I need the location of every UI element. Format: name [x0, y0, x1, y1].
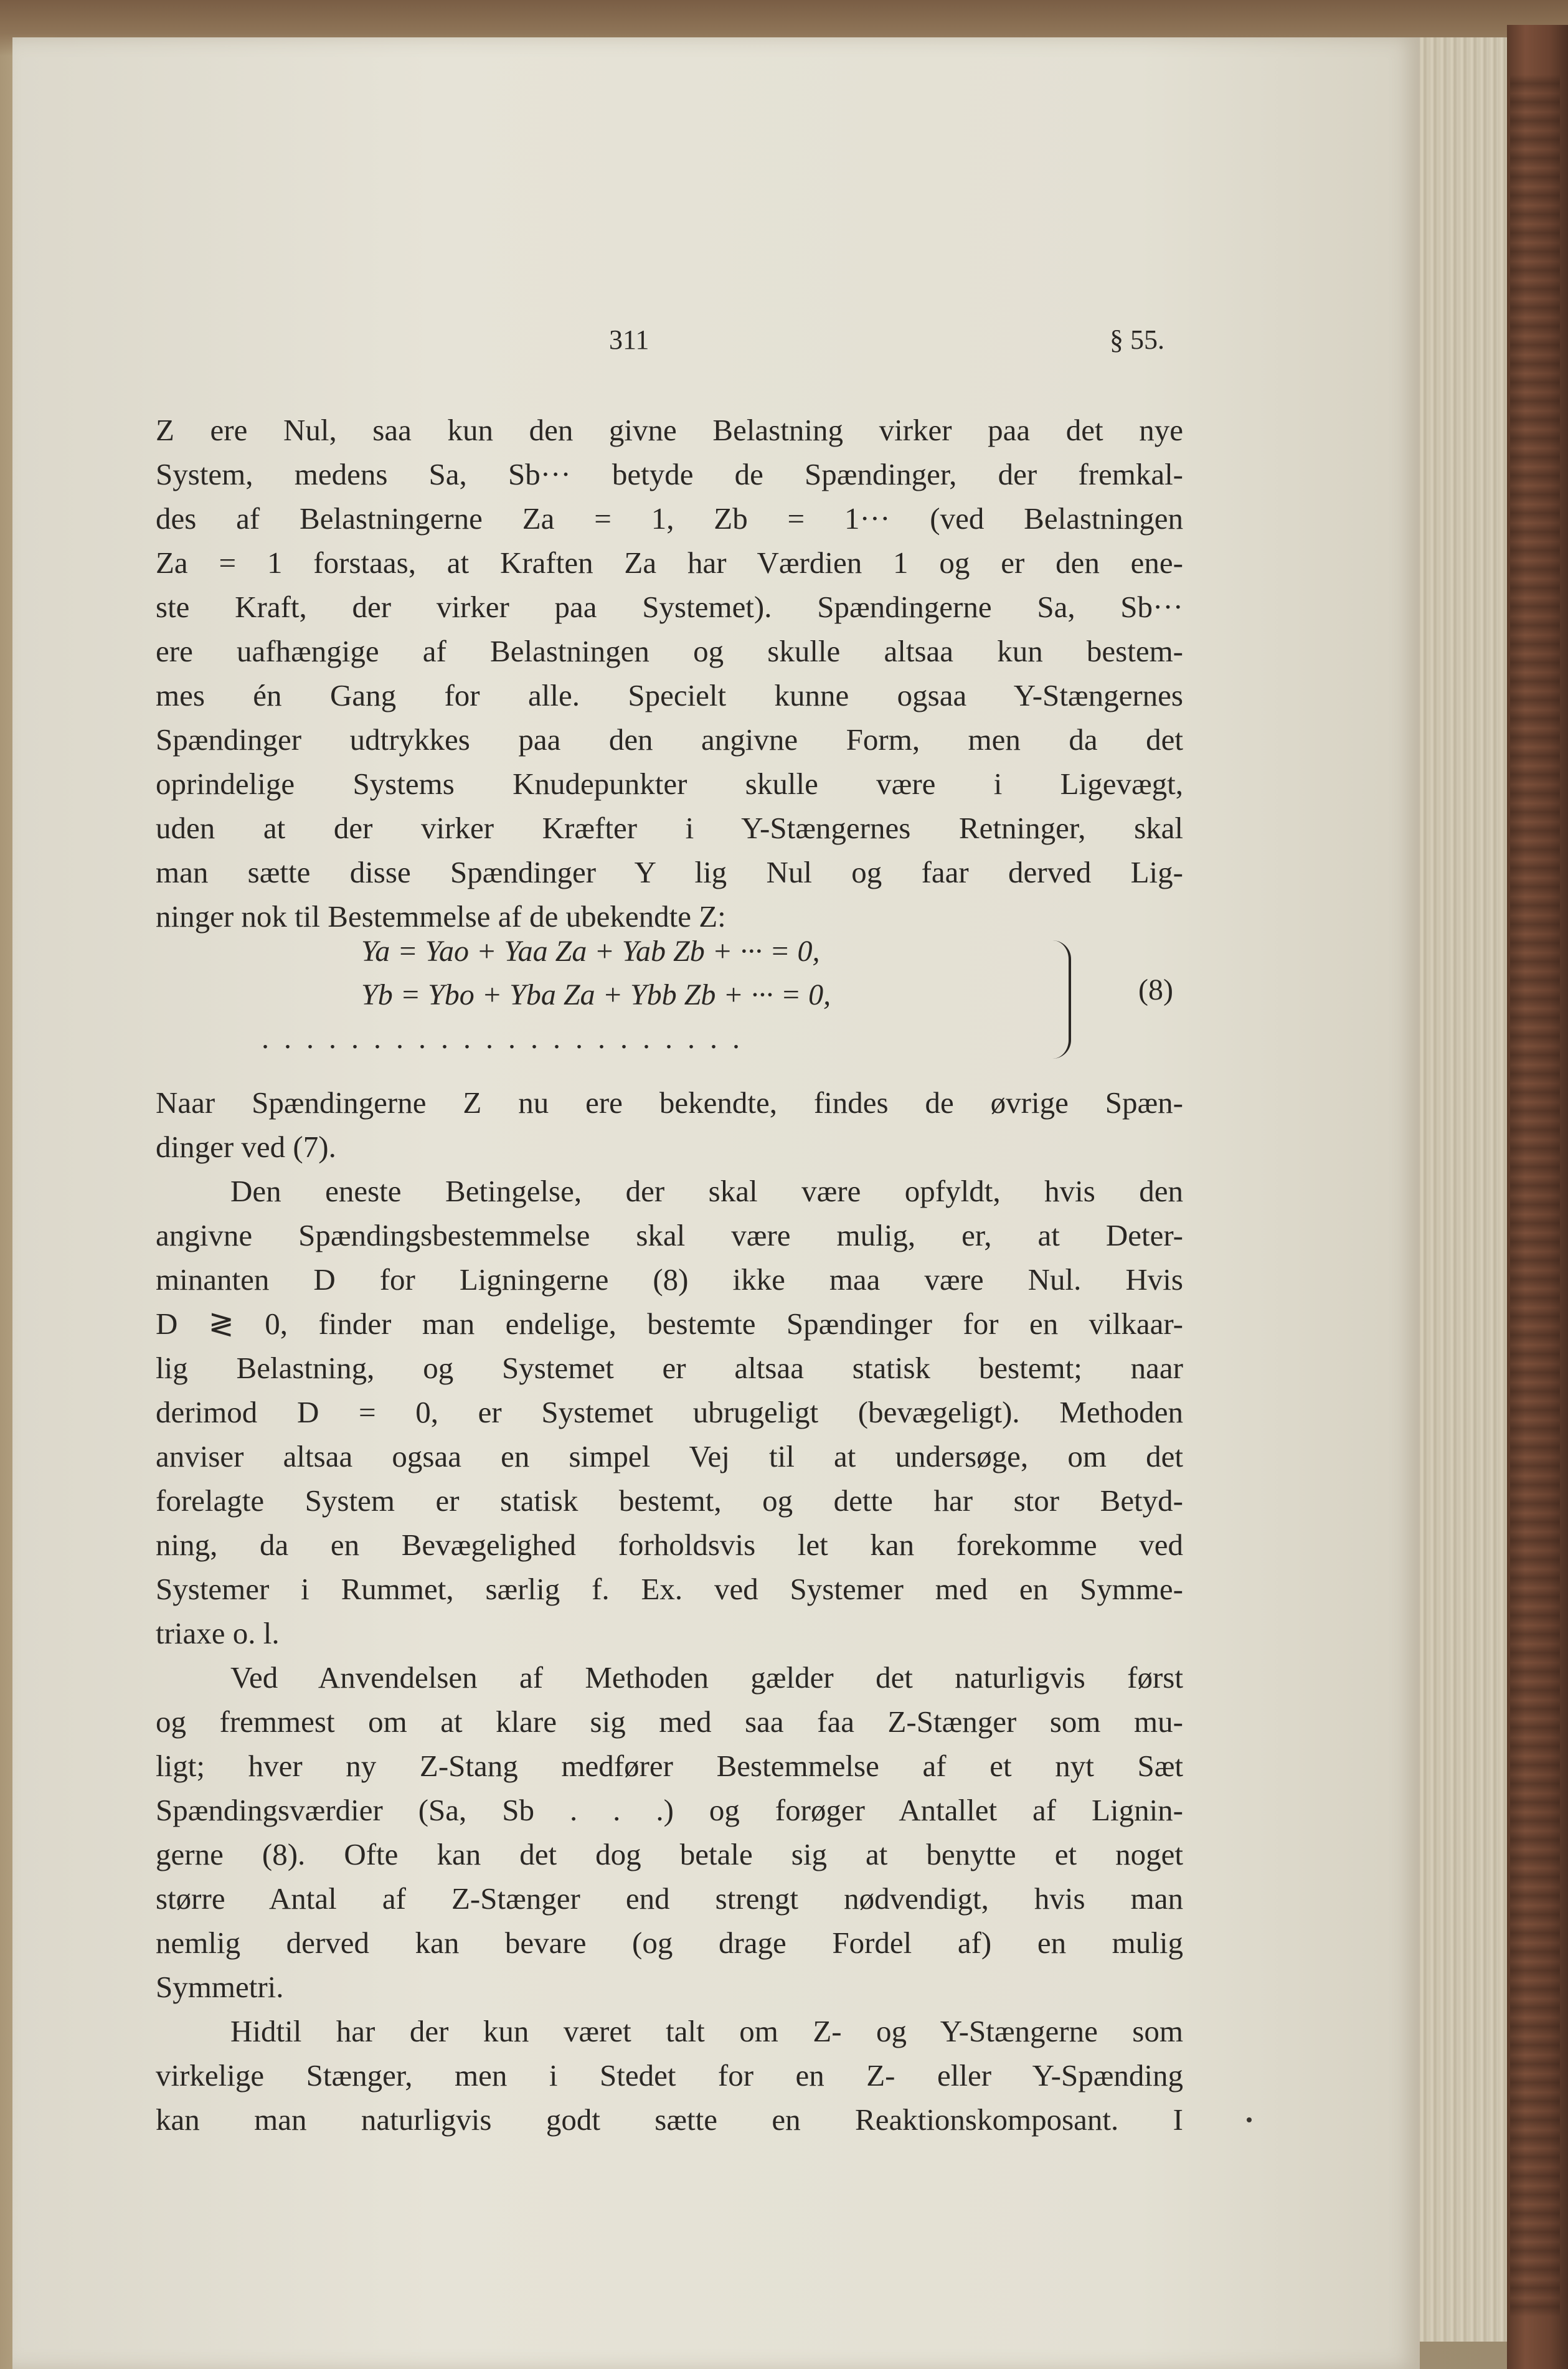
text-line: ste Kraft, der virker paa Systemet). Spændingerne Sa, Sb··· — [156, 590, 1183, 624]
text-line: angivne Spændingsbestemmelse skal være mulig, er, at Deter- — [156, 1218, 1183, 1252]
text-block — [156, 324, 1183, 2192]
book-page — [12, 37, 1420, 2369]
paragraph-4 — [156, 1655, 1183, 2009]
text-line: Hidtil har der kun været talt om Z- og Y-Stængerne som — [230, 2014, 1183, 2048]
equation-block — [156, 934, 1183, 1065]
text-line: anviser altsaa ogsaa en simpel Vej til at undersøge, om det — [156, 1439, 1183, 1473]
text-line: dinger ved (7). — [156, 1130, 336, 1164]
text-line: Ved Anvendelsen af Methoden gælder det naturligvis først — [230, 1660, 1183, 1695]
page-number: 311 — [609, 324, 649, 355]
text-line: større Antal af Z-Stænger end strengt nødvendigt, hvis man — [156, 1881, 1183, 1916]
text-line: Den eneste Betingelse, der skal være opfyldt, hvis den — [230, 1174, 1183, 1208]
text-line: ere uafhængige af Belastningen og skulle altsaa kun bestem- — [156, 634, 1183, 668]
text-line: oprindelige Systems Knudepunkter skulle være i Ligevægt, — [156, 767, 1183, 801]
text-line: minanten D for Ligningerne (8) ikke maa være Nul. Hvis — [156, 1262, 1183, 1297]
text-line: Naar Spændingerne Z nu ere bekendte, findes de øvrige Spæn- — [156, 1085, 1183, 1120]
ink-speck — [1247, 2117, 1252, 2122]
text-line: ning, da en Bevægelighed forholdsvis let kan forekomme ved — [156, 1528, 1183, 1562]
text-line: gerne (8). Ofte kan det dog betale sig at benytte et noget — [156, 1837, 1183, 1871]
paragraph-5 — [156, 2009, 1183, 2142]
section-mark: § 55. — [1110, 324, 1164, 355]
equation-number: (8) — [1138, 973, 1173, 1006]
text-line: triaxe o. l. — [156, 1616, 280, 1650]
text-line: og fremmest om at klare sig med saa faa Z-Stænger som mu- — [156, 1705, 1183, 1739]
text-line: Spændingsværdier (Sa, Sb . . .) og forøger Antallet af Lignin- — [156, 1793, 1183, 1827]
paragraph-1 — [156, 408, 1183, 939]
text-line: ninger nok til Bestemmelse af de ubekendte Z: — [156, 899, 726, 934]
text-line: uden at der virker Kræfter i Y-Stængernes Retninger, skal — [156, 811, 1183, 845]
text-line: des af Belastningerne Za = 1, Zb = 1··· (ved Belastningen — [156, 501, 1183, 536]
text-line: Za = 1 forstaas, at Kraften Za har Værdien 1 og er den ene- — [156, 546, 1183, 580]
paragraph-3 — [156, 1169, 1183, 1655]
equation-line: Yb = Ybo + Yba Za + Ybb Zb + ··· = 0, — [361, 978, 831, 1011]
text-line: forelagte System er statisk bestemt, og dette har stor Betyd- — [156, 1483, 1183, 1518]
text-line: Spændinger udtrykkes paa den angivne Form, men da det — [156, 722, 1183, 757]
text-line: Z ere Nul, saa kun den givne Belastning virker paa det nye — [156, 413, 1183, 447]
text-line: kan man naturligvis godt sætte en Reaktionskomposant. I — [156, 2102, 1183, 2137]
text-line: lig Belastning, og Systemet er altsaa statisk bestemt; naar — [156, 1351, 1183, 1385]
text-line: mes én Gang for alle. Specielt kunne ogsaa Y-Stængernes — [156, 678, 1183, 712]
page-header — [156, 324, 1183, 361]
text-line: nemlig derved kan bevare (og drage Fordel af) en mulig — [156, 1926, 1183, 1960]
paragraph-2 — [156, 1080, 1183, 1169]
text-line: ligt; hver ny Z-Stang medfører Bestemmelse af et nyt Sæt — [156, 1749, 1183, 1783]
text-line: System, medens Sa, Sb··· betyde de Spændinger, der fremkal- — [156, 457, 1183, 491]
equation-continuation-dots: ...................... — [262, 1022, 755, 1055]
cover-decoration — [1510, 75, 1560, 2317]
text-line: Systemer i Rummet, særlig f. Ex. ved Systemer med en Symme- — [156, 1572, 1183, 1606]
equation-brace — [1052, 940, 1071, 1059]
equation-line: Ya = Yao + Yaa Za + Yab Zb + ··· = 0, — [361, 935, 820, 968]
text-line: man sætte disse Spændinger Y lig Nul og faar derved Lig- — [156, 855, 1183, 889]
text-line: derimod D = 0, er Systemet ubrugeligt (bevægeligt). Methoden — [156, 1395, 1183, 1429]
text-line: Symmetri. — [156, 1970, 284, 2004]
text-line: virkelige Stænger, men i Stedet for en Z- eller Y-Spænding — [156, 2058, 1183, 2092]
text-line: D ≷ 0, finder man endelige, bestemte Spændinger for en vilkaar- — [156, 1307, 1183, 1341]
